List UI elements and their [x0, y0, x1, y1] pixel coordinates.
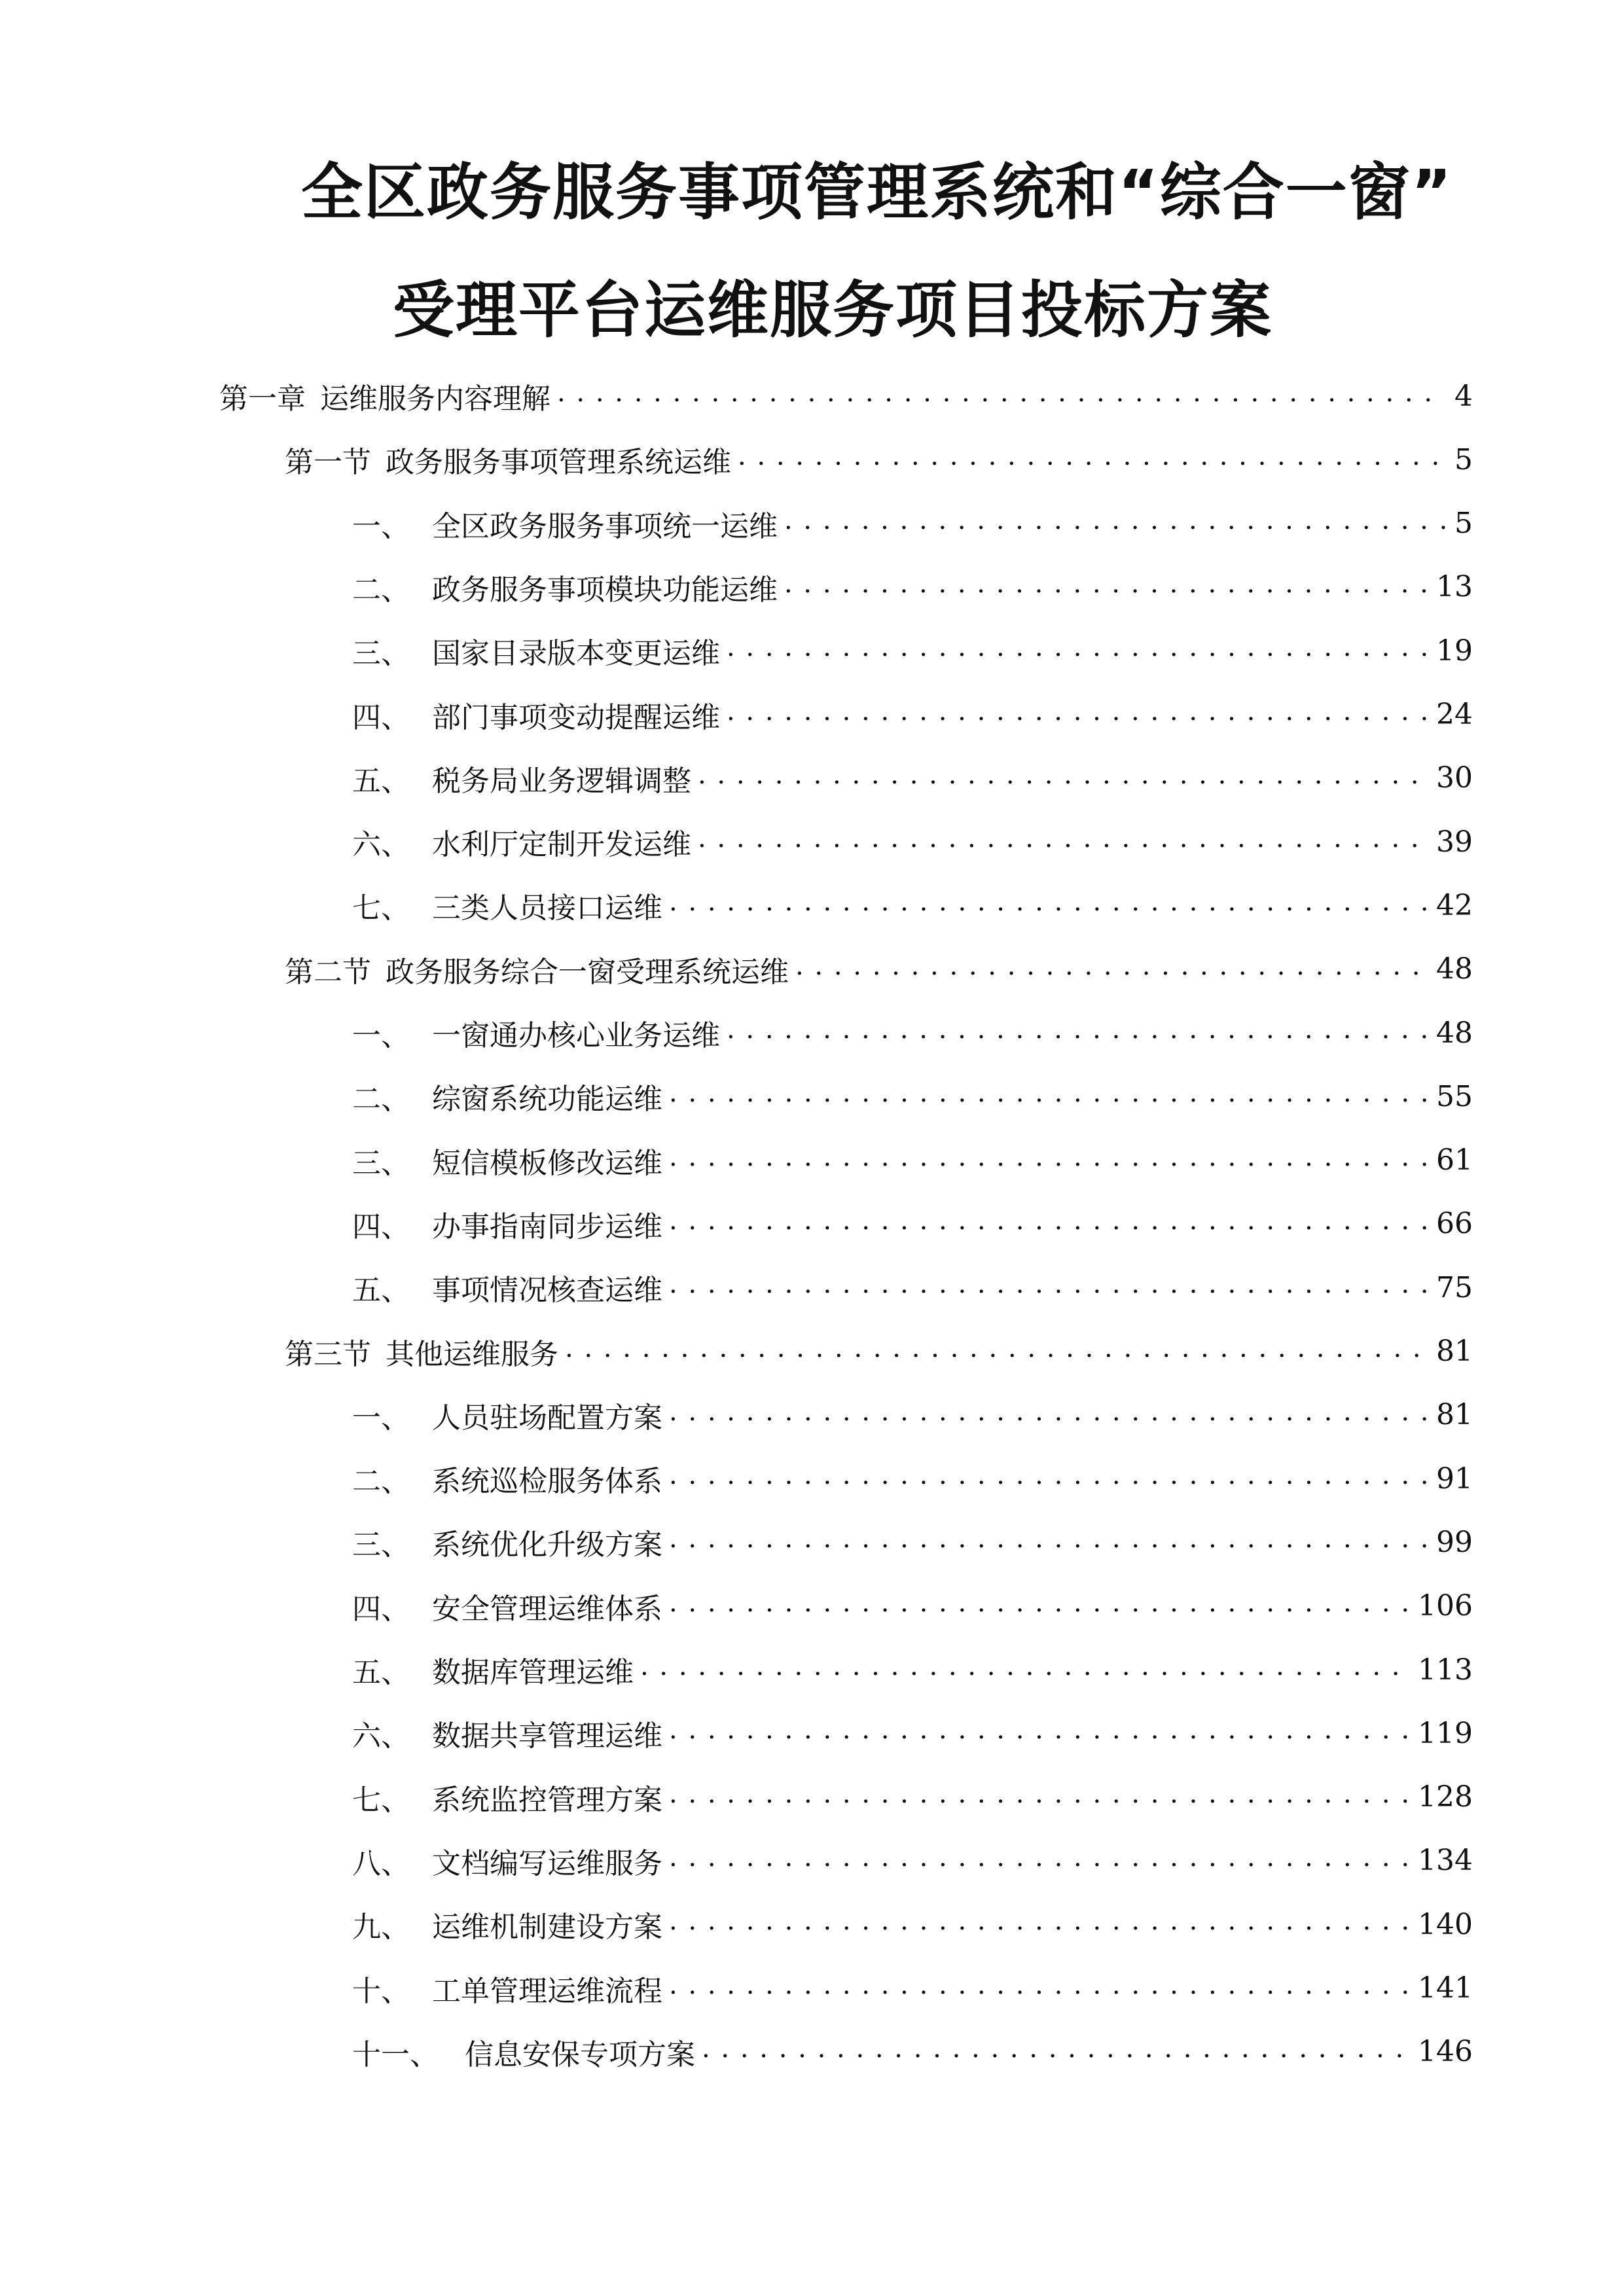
- toc-dot-leader: [784, 504, 1445, 543]
- toc-dot-leader: [669, 1969, 1409, 2008]
- toc-entry-page-number: 81: [1436, 1398, 1473, 1432]
- toc-entry-title: 数据共享管理运维: [432, 1719, 662, 1753]
- toc-entry[interactable]: [352, 1522, 1473, 1562]
- toc-entry-number: 第二节: [285, 955, 371, 989]
- toc-entry-page-number: 140: [1418, 1907, 1473, 1941]
- toc-entry-title: 系统监控管理方案: [432, 1783, 662, 1817]
- toc-entry[interactable]: [352, 1650, 1473, 1689]
- toc-entry-number: 三、: [352, 637, 410, 671]
- toc-entry-title: 运维服务内容理解: [320, 382, 550, 416]
- toc-entry-number: 二、: [352, 1465, 410, 1499]
- toc-entry-page-number: 48: [1436, 1016, 1473, 1050]
- toc-entry-page-number: 19: [1436, 634, 1473, 668]
- toc-dot-leader: [669, 1395, 1427, 1435]
- toc-entry-title: 国家目录版本变更运维: [432, 637, 720, 671]
- toc-entry[interactable]: [352, 1013, 1473, 1052]
- toc-entry-title: 其他运维服务: [386, 1337, 558, 1371]
- toc-entry[interactable]: [352, 1204, 1473, 1244]
- toc-dot-leader: [669, 1778, 1409, 1817]
- toc-entry-number: 六、: [352, 828, 410, 862]
- toc-entry-page-number: 134: [1418, 1844, 1473, 1878]
- toc-dot-leader: [698, 822, 1427, 861]
- toc-entry[interactable]: [352, 1905, 1473, 1944]
- toc-entry-page-number: 48: [1436, 952, 1473, 986]
- toc-entry[interactable]: [352, 822, 1473, 861]
- toc-entry-title: 政务服务事项管理系统运维: [386, 446, 731, 480]
- toc-entry[interactable]: [285, 1332, 1473, 1371]
- toc-entry-page-number: 81: [1436, 1335, 1473, 1368]
- toc-dot-leader: [669, 1905, 1409, 1944]
- toc-entry-page-number: 5: [1454, 507, 1473, 541]
- toc-entry[interactable]: [352, 631, 1473, 670]
- toc-entry-number: 一、: [352, 509, 410, 543]
- toc-entry-number: 五、: [352, 1274, 410, 1308]
- toc-entry-page-number: 4: [1454, 379, 1473, 413]
- toc-entry-page-number: 106: [1418, 1589, 1473, 1623]
- toc-dot-leader: [727, 1013, 1427, 1052]
- toc-entry-number: 五、: [352, 1656, 410, 1689]
- toc-entry[interactable]: [219, 376, 1473, 416]
- toc-entry-title: 文档编写运维服务: [432, 1846, 662, 1880]
- toc-entry-page-number: 75: [1436, 1270, 1473, 1304]
- toc-entry-number: 九、: [352, 1910, 410, 1945]
- toc-entry-number: 七、: [352, 891, 410, 925]
- toc-entry-page-number: 113: [1418, 1653, 1473, 1687]
- toc-entry-page-number: 5: [1454, 442, 1473, 476]
- toc-entry[interactable]: [352, 1077, 1473, 1116]
- toc-dot-leader: [669, 1459, 1427, 1498]
- toc-dot-leader: [565, 1332, 1427, 1371]
- toc-entry[interactable]: [285, 950, 1473, 989]
- toc-entry-page-number: 24: [1436, 698, 1473, 731]
- toc-entry-title: 办事指南同步运维: [432, 1210, 662, 1244]
- toc-entry-page-number: 146: [1418, 2035, 1473, 2069]
- toc-entry-number: 第三节: [285, 1337, 371, 1371]
- toc-entry-number: 六、: [352, 1719, 410, 1753]
- toc-entry-page-number: 55: [1436, 1079, 1473, 1113]
- toc-entry-number: 三、: [352, 1528, 410, 1562]
- toc-entry-number: 一、: [352, 1019, 410, 1052]
- toc-entry-title: 水利厅定制开发运维: [432, 828, 691, 862]
- toc-dot-leader: [669, 1522, 1427, 1562]
- toc-entry-title: 三类人员接口运维: [432, 891, 662, 925]
- toc-entry[interactable]: [285, 440, 1473, 479]
- toc-entry-number: 一、: [352, 1401, 410, 1435]
- toc-entry-page-number: 39: [1436, 825, 1473, 859]
- toc-entry-number: 三、: [352, 1146, 410, 1180]
- toc-dot-leader: [727, 631, 1427, 670]
- toc-entry-title: 全区政务服务事项统一运维: [432, 509, 778, 543]
- toc-entry-title: 工单管理运维流程: [432, 1974, 662, 2008]
- toc-dot-leader: [669, 1268, 1427, 1307]
- toc-entry-number: 第一章: [219, 382, 306, 416]
- toc-dot-leader: [784, 567, 1427, 607]
- toc-dot-leader: [669, 1587, 1409, 1626]
- toc-entry-title: 事项情况核查运维: [432, 1274, 662, 1308]
- toc-entry[interactable]: [352, 1969, 1473, 2008]
- toc-entry[interactable]: [352, 567, 1473, 607]
- toc-entry-title: 政务服务综合一窗受理系统运维: [386, 955, 789, 989]
- toc-entry[interactable]: [352, 1141, 1473, 1180]
- toc-entry[interactable]: [352, 504, 1473, 543]
- toc-entry-title: 短信模板修改运维: [432, 1146, 662, 1180]
- toc-entry-title: 政务服务事项模块功能运维: [432, 573, 778, 607]
- toc-entry-title: 运维机制建设方案: [432, 1910, 662, 1945]
- toc-entry[interactable]: [352, 1778, 1473, 1817]
- toc-entry-number: 八、: [352, 1846, 410, 1880]
- document-title-line-1: 全区政务服务事项管理系统和“综合一窗”: [301, 157, 1453, 228]
- toc-entry-page-number: 66: [1436, 1207, 1473, 1241]
- toc-entry-title: 安全管理运维体系: [432, 1592, 662, 1626]
- toc-entry-title: 数据库管理运维: [432, 1656, 634, 1689]
- toc-entry[interactable]: [352, 1841, 1473, 1880]
- toc-entry[interactable]: [352, 1587, 1473, 1626]
- toc-dot-leader: [669, 886, 1427, 925]
- document-title-line-2: 受理平台运维服务项目投标方案: [393, 275, 1273, 346]
- toc-dot-leader: [795, 950, 1427, 989]
- toc-dot-leader: [702, 2032, 1409, 2072]
- toc-entry-title: 信息安保专项方案: [465, 2037, 695, 2072]
- toc-entry-title: 一窗通办核心业务运维: [432, 1019, 720, 1052]
- toc-entry[interactable]: [352, 1459, 1473, 1498]
- toc-entry-number: 四、: [352, 1592, 410, 1626]
- toc-entry[interactable]: [352, 1268, 1473, 1307]
- toc-entry-number: 十一、: [352, 2037, 439, 2072]
- toc-entry-number: 二、: [352, 1083, 410, 1117]
- toc-entry-title: 人员驻场配置方案: [432, 1401, 662, 1435]
- toc-dot-leader: [640, 1650, 1409, 1689]
- toc-entry-number: 第一节: [285, 446, 371, 480]
- toc-entry-page-number: 61: [1436, 1143, 1473, 1177]
- toc-entry-page-number: 141: [1418, 1971, 1473, 2005]
- toc-entry-number: 十、: [352, 1974, 410, 2008]
- toc-entry-title: 系统优化升级方案: [432, 1528, 662, 1562]
- toc-dot-leader: [669, 1077, 1427, 1116]
- toc-dot-leader: [727, 695, 1427, 734]
- toc-entry[interactable]: [352, 695, 1473, 734]
- toc-entry[interactable]: [352, 1713, 1473, 1753]
- toc-dot-leader: [698, 759, 1427, 798]
- toc-entry[interactable]: [352, 759, 1473, 798]
- toc-entry[interactable]: [352, 886, 1473, 925]
- toc-entry-number: 四、: [352, 1210, 410, 1244]
- toc-entry-title: 综窗系统功能运维: [432, 1083, 662, 1117]
- toc-dot-leader: [738, 440, 1445, 479]
- toc-entry-number: 七、: [352, 1783, 410, 1817]
- toc-dot-leader: [669, 1204, 1427, 1244]
- toc-entry-title: 部门事项变动提醒运维: [432, 700, 720, 734]
- toc-dot-leader: [669, 1141, 1427, 1180]
- toc-entry[interactable]: [352, 1395, 1473, 1435]
- toc-entry-number: 二、: [352, 573, 410, 607]
- toc-dot-leader: [669, 1841, 1409, 1880]
- toc-dot-leader: [557, 376, 1445, 416]
- toc-entry-page-number: 119: [1418, 1716, 1473, 1750]
- toc-entry-title: 税务局业务逻辑调整: [432, 764, 691, 798]
- toc-entry-page-number: 13: [1436, 570, 1473, 604]
- toc-entry-number: 五、: [352, 764, 410, 798]
- toc-entry-number: 四、: [352, 700, 410, 734]
- toc-entry-page-number: 30: [1436, 761, 1473, 795]
- toc-entry[interactable]: [352, 2032, 1473, 2072]
- toc-entry-page-number: 99: [1436, 1525, 1473, 1559]
- toc-entry-page-number: 91: [1436, 1462, 1473, 1496]
- toc-entry-page-number: 128: [1418, 1780, 1473, 1814]
- toc-dot-leader: [669, 1713, 1409, 1753]
- toc-entry-page-number: 42: [1436, 888, 1473, 922]
- toc-entry-title: 系统巡检服务体系: [432, 1465, 662, 1499]
